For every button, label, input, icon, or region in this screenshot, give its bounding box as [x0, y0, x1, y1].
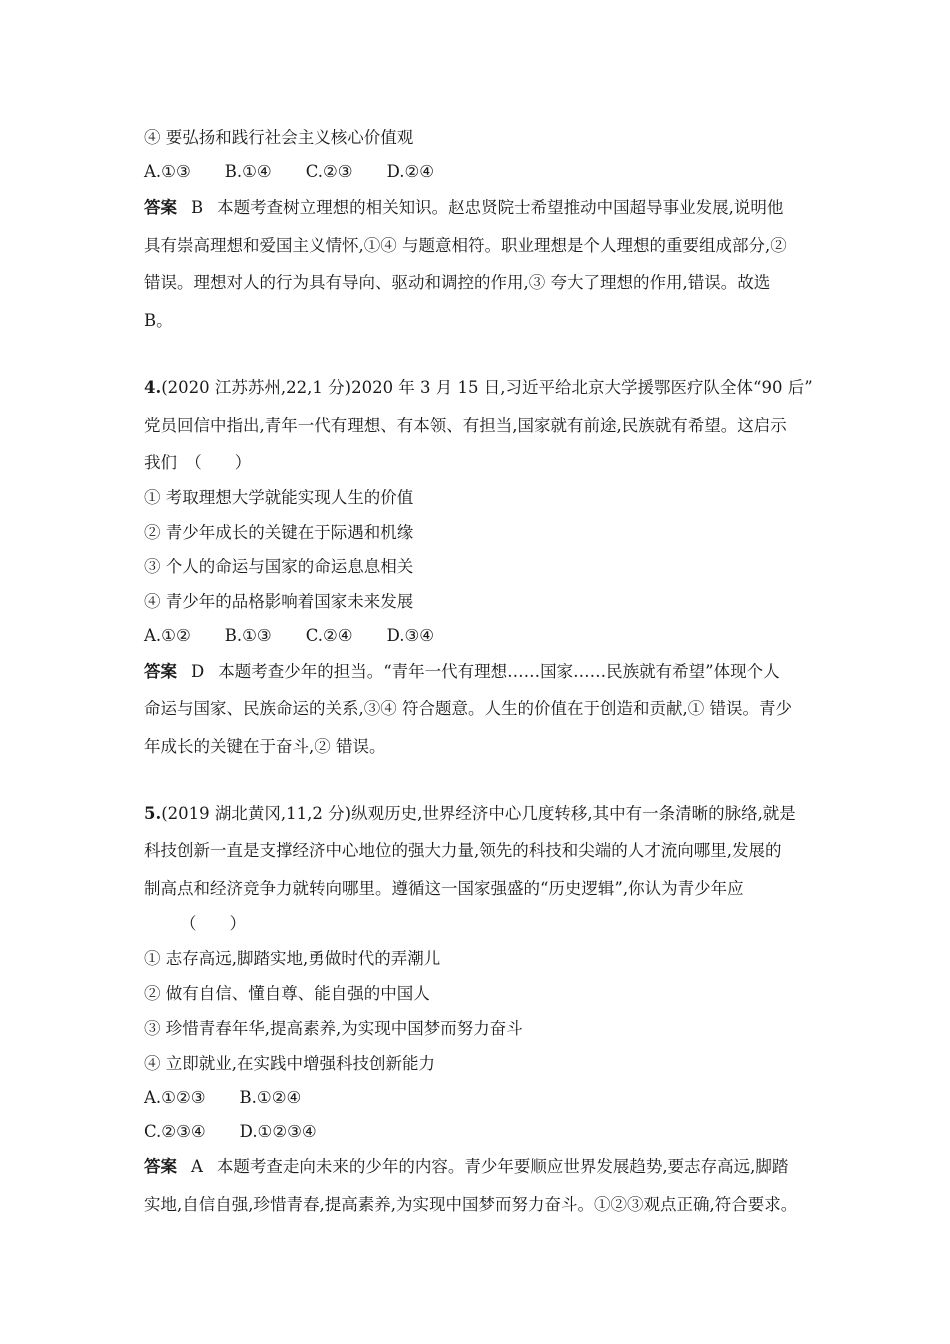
q4-explanation-line-3: 年成长的关键在于奋斗,② 错误。 — [144, 737, 386, 756]
q4-options — [144, 625, 434, 647]
q3-answer-label: 答案 — [144, 198, 177, 217]
q5-option-d: D.①②③④ — [239, 1122, 317, 1141]
q5-stem-text-1: (2019 湖北黄冈,11,2 分)纵观历史,世界经济中心几度转移,其中有一条清晰的脉络,就是 — [161, 804, 796, 823]
q4-answer-label: 答案 — [144, 662, 177, 681]
q3-option-d: D.②④ — [386, 162, 435, 181]
q5-statement-3: ③ 珍惜青春年华,提高素养,为实现中国梦而努力奋斗 — [144, 1019, 523, 1038]
q3-option-b: B.①④ — [224, 162, 272, 181]
q5-option-b: B.①②④ — [239, 1088, 302, 1107]
q4-stem-line-1 — [144, 377, 813, 399]
q3-explanation-line-1: 本题考查树立理想的相关知识。赵忠贤院士希望推动中国超导事业发展,说明他 — [217, 198, 784, 217]
q3-explanation-line-4: B。 — [144, 311, 173, 330]
q4-explanation-line-1: 本题考查少年的担当。“青年一代有理想……国家……民族就有希望”体现个人 — [218, 662, 780, 681]
q5-statement-2: ② 做有自信、懂自尊、能自强的中国人 — [144, 984, 430, 1003]
q5-option-a: A.①②③ — [144, 1088, 206, 1107]
q3-answer-key: B — [191, 198, 204, 217]
q3-options — [144, 161, 434, 183]
q5-options-row-1 — [144, 1087, 301, 1109]
q5-statement-4: ④ 立即就业,在实践中增强科技创新能力 — [144, 1054, 435, 1073]
q3-option-c: C.②③ — [305, 162, 353, 181]
q5-answer-key: A — [191, 1157, 203, 1176]
q4-answer-key: D — [191, 662, 205, 681]
q3-statement-4: ④ 要弘扬和践行社会主义核心价值观 — [144, 128, 414, 147]
q4-option-d: D.③④ — [386, 626, 435, 645]
q4-answer — [144, 661, 780, 683]
q4-statement-3: ③ 个人的命运与国家的命运息息相关 — [144, 557, 414, 576]
q5-answer — [144, 1156, 788, 1178]
q3-explanation-line-2: 具有崇高理想和爱国主义情怀,①④ 与题意相符。职业理想是个人理想的重要组成部分,② — [144, 236, 787, 255]
q5-stem-line-1 — [144, 803, 796, 825]
q4-explanation-line-2: 命运与国家、民族命运的关系,③④ 符合题意。人生的价值在于创造和贡献,① 错误。青少 — [144, 699, 792, 718]
q5-stem-line-3: 制高点和经济竞争力就转向哪里。遵循这一国家强盛的“历史逻辑”,你认为青少年应 — [144, 879, 744, 898]
q5-explanation-line-1: 本题考查走向未来的少年的内容。青少年要顺应世界发展趋势,要志存高远,脚踏 — [216, 1157, 789, 1176]
q5-options-row-2 — [144, 1121, 317, 1143]
q5-answer-label: 答案 — [144, 1157, 177, 1176]
q3-option-a: A.①③ — [144, 162, 191, 181]
q4-stem-line-2: 党员回信中指出,青年一代有理想、有本领、有担当,国家就有前途,民族就有希望。这启示 — [144, 416, 787, 435]
q4-option-b: B.①③ — [224, 626, 272, 645]
q4-option-c: C.②④ — [305, 626, 353, 645]
q5-statement-1: ① 志存高远,脚踏实地,勇做时代的弄潮儿 — [144, 949, 441, 968]
q4-option-a: A.①② — [144, 626, 191, 645]
q5-answer-blank: （ ） — [180, 914, 246, 933]
q5-option-c: C.②③④ — [144, 1122, 206, 1141]
q4-statement-4: ④ 青少年的品格影响着国家未来发展 — [144, 592, 414, 611]
q5-number: 5. — [144, 804, 162, 823]
q4-stem-line-3: 我们 （ ） — [144, 453, 252, 472]
q3-answer — [144, 197, 783, 219]
q3-explanation-line-3: 错误。理想对人的行为具有导向、驱动和调控的作用,③ 夸大了理想的作用,错误。故选 — [144, 273, 771, 292]
q4-statement-2: ② 青少年成长的关键在于际遇和机缘 — [144, 523, 414, 542]
q4-statement-1: ① 考取理想大学就能实现人生的价值 — [144, 488, 414, 507]
q5-explanation-line-2: 实地,自信自强,珍惜青春,提高素养,为实现中国梦而努力奋斗。①②③观点正确,符合要求。 — [144, 1195, 798, 1214]
q4-number: 4. — [144, 378, 162, 397]
q5-stem-line-2: 科技创新一直是支撑经济中心地位的强大力量,领先的科技和尖端的人才流向哪里,发展的 — [144, 841, 782, 860]
q4-stem-text-1: (2020 江苏苏州,22,1 分)2020 年 3 月 15 日,习近平给北京大学援鄂医疗队全体“90 后” — [161, 378, 813, 397]
